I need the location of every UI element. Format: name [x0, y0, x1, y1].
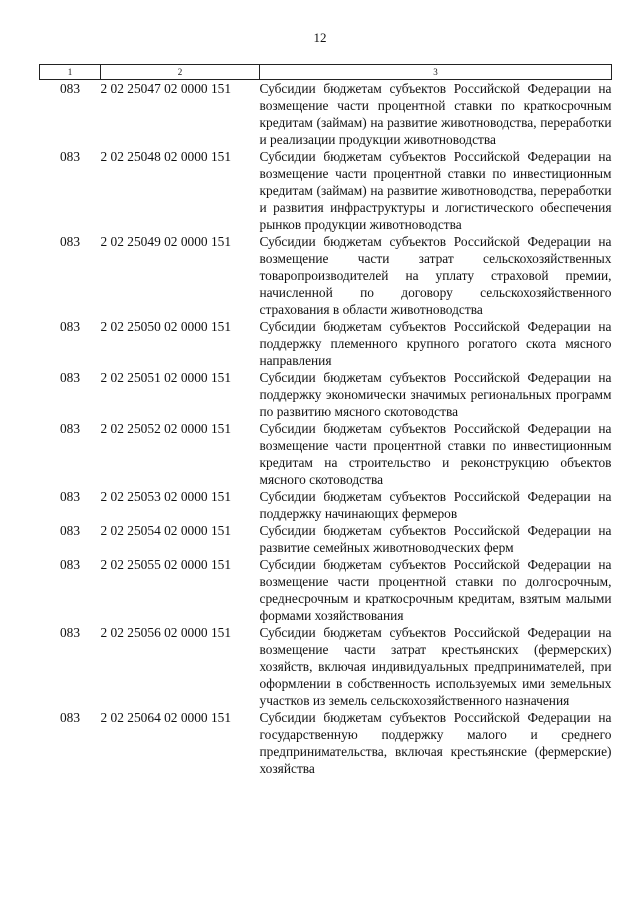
- table-row: [40, 318, 612, 369]
- description-cell: Субсидии бюджетам субъектов Российской Федерации на государственную поддержку малого и среднего предпринимательства, включая крестьянские (фермерские) хозяйства: [259, 710, 612, 776]
- table-row: [40, 369, 612, 420]
- table-row: [40, 488, 612, 522]
- description-cell: Субсидии бюджетам субъектов Российской Федерации на развитие семейных животноводческих ферм: [259, 523, 612, 555]
- page-number: 12: [313, 30, 327, 45]
- table-row: [40, 624, 612, 709]
- description-cell: Субсидии бюджетам субъектов Российской Федерации на поддержку экономически значимых региональных программ по развитию мясного скотоводства: [259, 370, 612, 419]
- table-row: [40, 522, 612, 556]
- description-cell: Субсидии бюджетам субъектов Российской Федерации на возмещение части процентной ставки по инвестиционным кредитам (займам) на развитие животноводства, переработки и развития инфраструктуры и логистического обеспечения рынков продукции животноводства: [259, 149, 612, 232]
- budget-code-cell: 2 02 25054 02 0000 151: [100, 523, 232, 538]
- description-cell: Субсидии бюджетам субъектов Российской Федерации на возмещение части затрат крестьянских (фермерских) хозяйств, включая индивидуальных предпринимателей, при оформлении в собственность используемых ими земельных участков из земель сельскохозяйственного назначения: [259, 625, 612, 708]
- column-header-2: 2: [101, 65, 260, 80]
- budget-code-cell: 2 02 25056 02 0000 151: [100, 625, 232, 640]
- table-row: [40, 80, 612, 149]
- admin-code-cell: 083: [59, 710, 81, 725]
- description-cell: Субсидии бюджетам субъектов Российской Федерации на поддержку племенного крупного рогатого скота мясного направления: [259, 319, 612, 368]
- budget-code-cell: 2 02 25064 02 0000 151: [100, 710, 232, 725]
- admin-code-cell: 083: [59, 421, 81, 436]
- admin-code-cell: 083: [59, 234, 81, 249]
- budget-code-cell: 2 02 25055 02 0000 151: [100, 557, 232, 572]
- table-row: [40, 709, 612, 777]
- budget-classification-table: [39, 64, 612, 777]
- table-row: [40, 148, 612, 233]
- table-row: [40, 556, 612, 624]
- table-body: [40, 80, 612, 778]
- table-row: [40, 420, 612, 488]
- budget-code-cell: 2 02 25047 02 0000 151: [100, 81, 232, 96]
- column-header-3: 3: [260, 65, 612, 80]
- admin-code-cell: 083: [59, 523, 81, 538]
- description-cell: Субсидии бюджетам субъектов Российской Федерации на возмещение части процентной ставки по инвестиционным кредитам на строительство и реконструкцию объектов мясного скотоводства: [259, 421, 612, 487]
- budget-code-cell: 2 02 25053 02 0000 151: [100, 489, 232, 504]
- admin-code-cell: 083: [59, 557, 81, 572]
- admin-code-cell: 083: [59, 81, 81, 96]
- budget-code-cell: 2 02 25049 02 0000 151: [100, 234, 232, 249]
- description-cell: Субсидии бюджетам субъектов Российской Федерации на возмещение части затрат сельскохозяйственных товаропроизводителей на уплату страховой премии, начисленной по договору сельскохозяйственного страхования в области животноводства: [259, 234, 612, 317]
- description-cell: Субсидии бюджетам субъектов Российской Федерации на возмещение части процентной ставки по краткосрочным кредитам (займам) на развитие животноводства, переработки и реализации продукции животноводства: [259, 81, 612, 147]
- table-row: [40, 233, 612, 318]
- admin-code-cell: 083: [59, 319, 81, 334]
- budget-code-cell: 2 02 25051 02 0000 151: [100, 370, 232, 385]
- budget-code-cell: 2 02 25052 02 0000 151: [100, 421, 232, 436]
- column-header-1: 1: [40, 65, 101, 80]
- admin-code-cell: 083: [59, 370, 81, 385]
- budget-code-cell: 2 02 25050 02 0000 151: [100, 319, 232, 334]
- admin-code-cell: 083: [59, 625, 81, 640]
- budget-code-cell: 2 02 25048 02 0000 151: [100, 149, 232, 164]
- admin-code-cell: 083: [59, 149, 81, 164]
- admin-code-cell: 083: [59, 489, 81, 504]
- description-cell: Субсидии бюджетам субъектов Российской Федерации на поддержку начинающих фермеров: [259, 489, 612, 521]
- description-cell: Субсидии бюджетам субъектов Российской Федерации на возмещение части процентной ставки по долгосрочным, среднесрочным и краткосрочным кредитам, взятым малыми формами хозяйствования: [259, 557, 612, 623]
- table-header: [40, 65, 612, 80]
